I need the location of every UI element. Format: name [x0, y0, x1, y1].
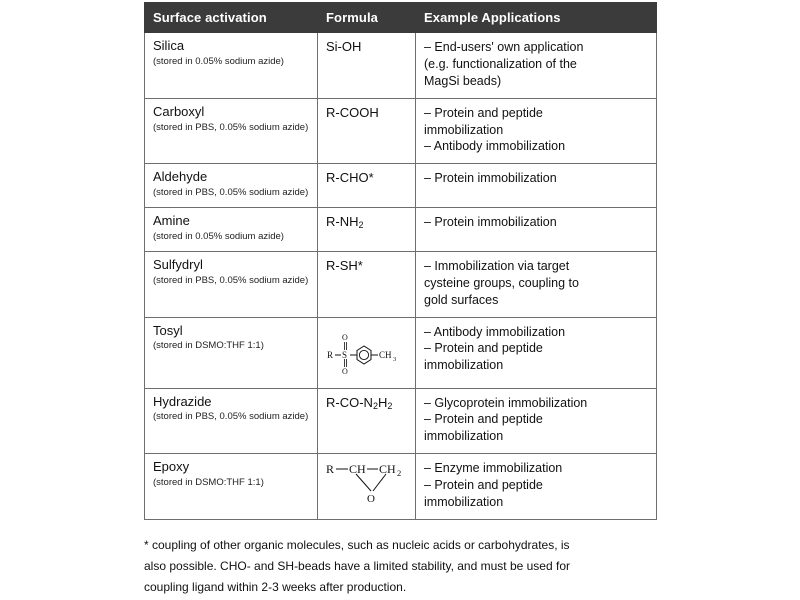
formula-text: Si-OH	[326, 39, 362, 54]
table-row	[145, 388, 657, 454]
application-line: – Protein and peptide	[424, 105, 543, 120]
footnote	[144, 535, 660, 598]
svg-text:R: R	[326, 462, 335, 477]
formula-subscript: 2	[358, 220, 364, 231]
activation-storage-note: (stored in PBS, 0.05% sodium azide)	[153, 411, 309, 423]
cell-formula	[318, 317, 416, 388]
application-line: – End-users' own application	[424, 40, 584, 54]
svg-text:O: O	[342, 366, 348, 376]
activation-name: Amine	[153, 213, 190, 229]
activation-storage-note: (stored in DSMO:THF 1:1)	[153, 477, 264, 489]
svg-text:S: S	[342, 349, 348, 360]
svg-text:CH: CH	[379, 462, 396, 477]
formula-base-2: H	[377, 394, 388, 410]
formula-subscript: 2	[372, 400, 378, 411]
svg-text:O: O	[367, 493, 375, 506]
formula-base: R-NH	[326, 214, 359, 230]
application-line: cysteine groups, coupling to	[424, 275, 579, 290]
footnote-line-2: also possible. CHO- and SH-beads have a limited stability, and must be used for	[144, 559, 570, 573]
application-line: – Enzyme immobilization	[424, 461, 563, 476]
formula-text	[326, 395, 407, 413]
cell-formula	[318, 251, 416, 317]
cell-formula	[318, 98, 416, 164]
activation-storage-note: (stored in PBS, 0.05% sodium azide)	[153, 187, 309, 199]
cell-surface-activation	[145, 208, 318, 252]
cell-surface-activation	[145, 33, 318, 99]
svg-text:CH: CH	[349, 462, 366, 477]
activation-storage-note: (stored in 0.05% sodium azide)	[153, 231, 284, 242]
cell-formula	[318, 164, 416, 208]
applications-list	[424, 460, 648, 511]
formula-text	[326, 214, 407, 232]
table-header-row	[145, 3, 657, 33]
application-line: – Protein and peptide	[424, 341, 543, 356]
activation-storage-note: (stored in PBS, 0.05% sodium azide)	[153, 121, 309, 133]
activation-name: Carboxyl	[153, 103, 205, 119]
application-line: immobilization	[424, 358, 504, 373]
svg-text:R: R	[327, 349, 334, 360]
application-line: immobilization	[424, 122, 504, 137]
applications-list	[424, 324, 648, 375]
activation-storage-note: (stored in DSMO:THF 1:1)	[153, 340, 264, 352]
cell-applications	[416, 454, 657, 520]
table-body	[145, 33, 657, 520]
cell-applications	[416, 208, 657, 252]
applications-list	[424, 105, 648, 156]
application-line: – Protein and peptide	[424, 478, 543, 492]
formula-subscript-2: 2	[387, 400, 393, 411]
application-line: – Protein immobilization	[424, 171, 557, 186]
cell-formula	[318, 33, 416, 99]
activation-name: Silica	[153, 38, 185, 53]
formula-text: R-COOH	[326, 104, 379, 120]
activation-name: Tosyl	[153, 322, 183, 338]
cell-surface-activation	[145, 317, 318, 388]
formula-text: R-CHO*	[326, 170, 374, 186]
activation-storage-note: (stored in 0.05% sodium azide)	[153, 55, 284, 67]
application-line: – Immobilization via target	[424, 258, 570, 273]
footnote-line-1: * coupling of other organic molecules, such as nucleic acids or carbohydrates, is	[144, 538, 570, 552]
application-line: immobilization	[424, 429, 504, 444]
formula-base: R-CO-N	[326, 394, 373, 410]
surface-activation-table-container	[144, 2, 656, 520]
column-header-formula: Formula	[318, 3, 416, 33]
table-row	[145, 33, 657, 99]
applications-list	[424, 214, 648, 231]
cell-applications	[416, 98, 657, 164]
application-line: – Antibody immobilization	[424, 324, 566, 339]
cell-surface-activation	[145, 251, 318, 317]
epoxy-structure-diagram	[326, 460, 407, 506]
application-line: – Antibody immobilization	[424, 139, 566, 154]
table-row	[145, 454, 657, 520]
table-row	[145, 98, 657, 164]
cell-applications	[416, 388, 657, 454]
application-line: immobilization	[424, 494, 504, 509]
cell-surface-activation	[145, 454, 318, 520]
footnote-line-3: coupling ligand within 2-3 weeks after production.	[144, 580, 407, 594]
activation-name: Hydrazide	[153, 393, 212, 409]
cell-surface-activation	[145, 388, 318, 454]
table-row	[145, 317, 657, 388]
cell-surface-activation	[145, 98, 318, 164]
table-row	[145, 164, 657, 208]
svg-text:3: 3	[393, 355, 397, 363]
applications-list	[424, 170, 648, 187]
application-line: – Glycoprotein immobilization	[424, 395, 588, 410]
cell-applications	[416, 317, 657, 388]
svg-text:CH: CH	[379, 349, 392, 360]
column-header-example-applications: Example Applications	[416, 3, 657, 33]
cell-applications	[416, 33, 657, 99]
application-line: gold surfaces	[424, 292, 499, 307]
activation-name: Epoxy	[153, 459, 190, 475]
cell-surface-activation	[145, 164, 318, 208]
svg-text:2: 2	[397, 468, 402, 479]
tosyl-structure-diagram	[326, 324, 407, 380]
surface-activation-table	[144, 2, 657, 520]
cell-applications	[416, 164, 657, 208]
formula-text: R-SH*	[326, 257, 363, 273]
cell-formula	[318, 454, 416, 520]
cell-applications	[416, 251, 657, 317]
table-row	[145, 251, 657, 317]
table-row	[145, 208, 657, 252]
column-header-surface-activation: Surface activation	[145, 3, 318, 33]
application-line: – Protein immobilization	[424, 215, 557, 230]
application-line: (e.g. functionalization of the	[424, 56, 577, 71]
application-line: – Protein and peptide	[424, 412, 543, 427]
activation-storage-note: (stored in PBS, 0.05% sodium azide)	[153, 274, 309, 286]
applications-list	[424, 258, 648, 309]
cell-formula	[318, 208, 416, 252]
activation-name: Aldehyde	[153, 169, 208, 185]
table-header	[145, 3, 657, 33]
activation-name: Sulfydryl	[153, 256, 203, 272]
svg-text:O: O	[342, 332, 348, 342]
application-line: MagSi beads)	[424, 73, 502, 88]
applications-list	[424, 395, 648, 446]
cell-formula	[318, 388, 416, 454]
applications-list	[424, 39, 648, 90]
